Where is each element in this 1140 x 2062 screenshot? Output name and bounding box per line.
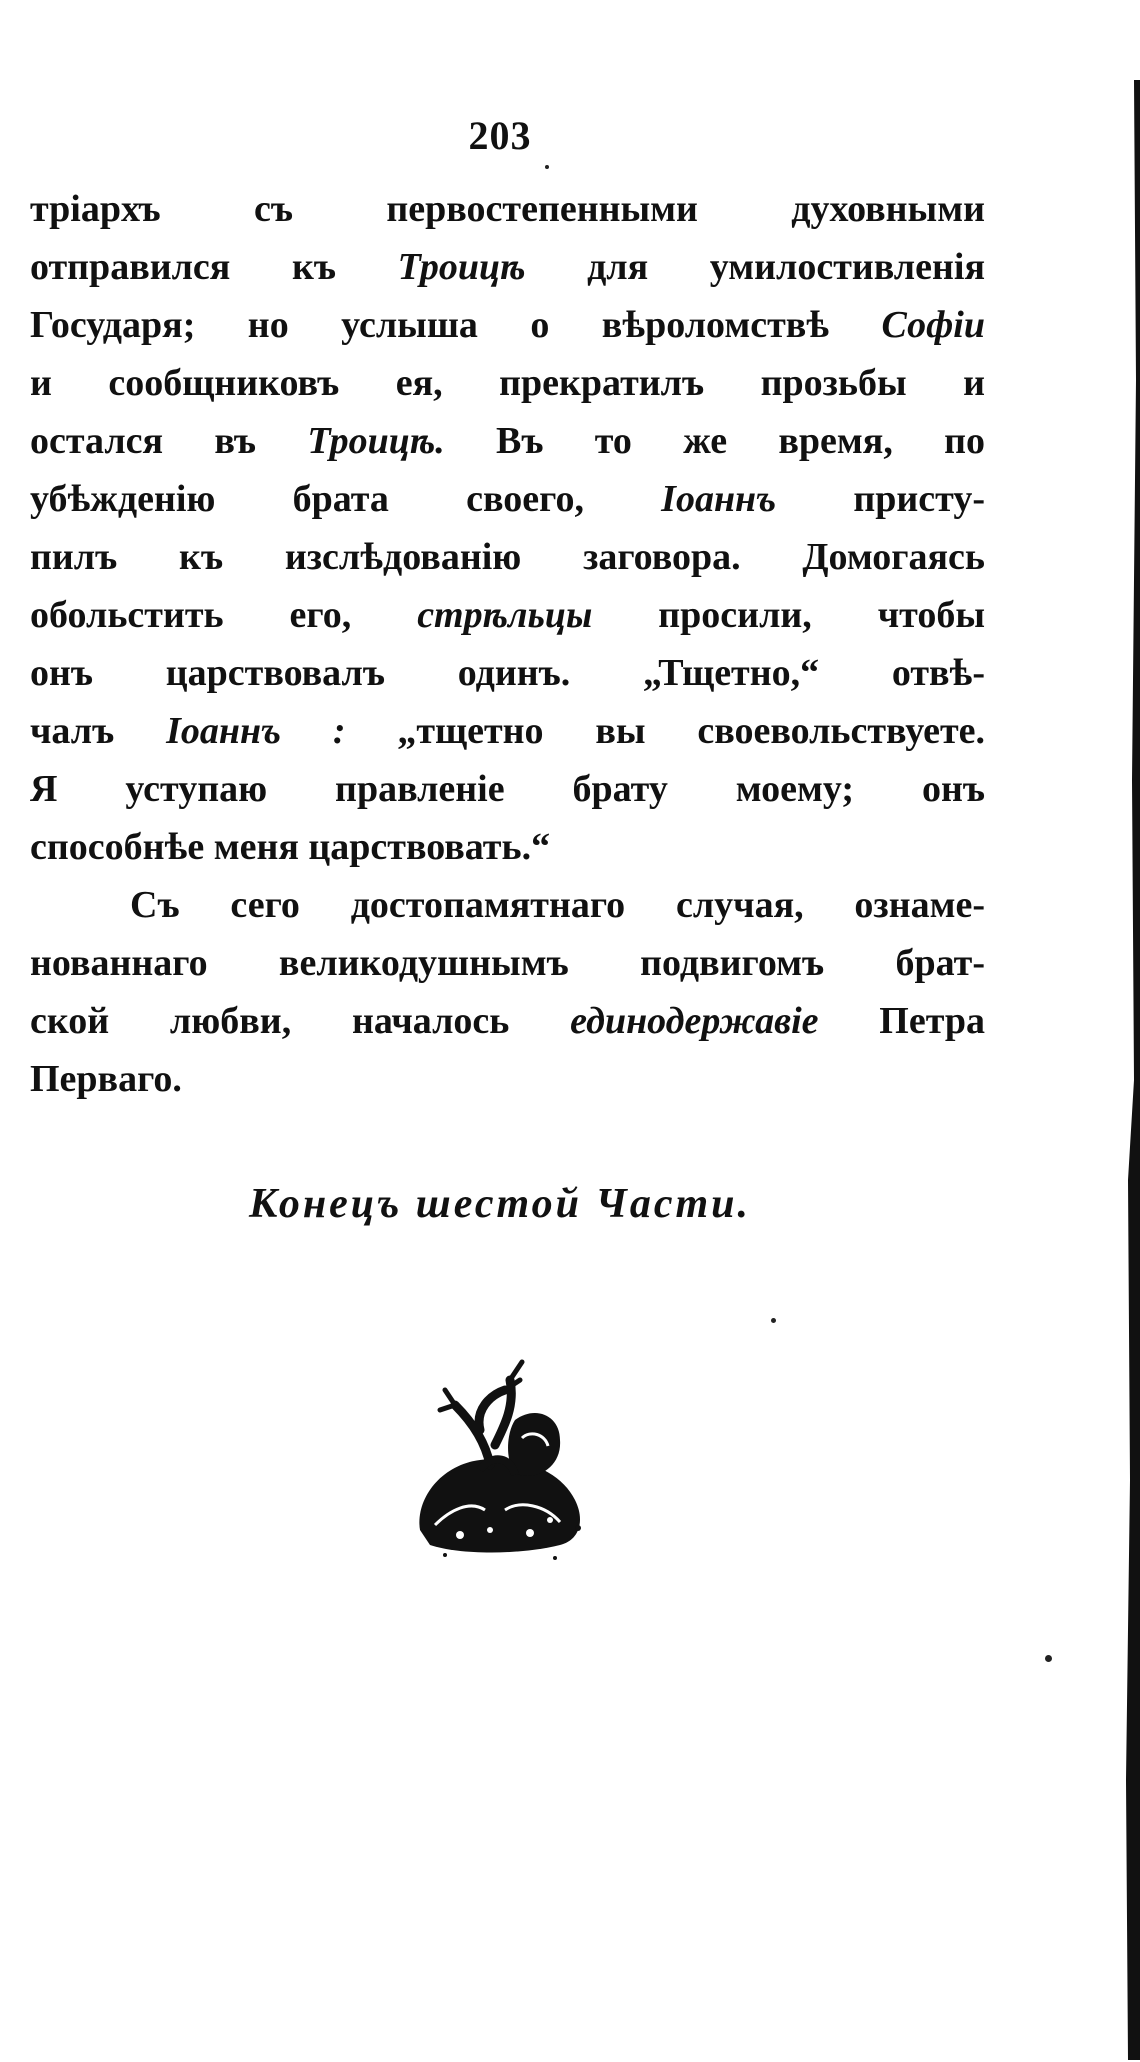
text-line: отправился къ Троицѣ для умилостивленія: [30, 246, 986, 288]
page-number: 203: [468, 113, 532, 158]
paper-speck: [771, 1318, 776, 1323]
text-line: способнѣе меня царствовать.“: [30, 826, 551, 868]
italic-name: Троицѣ: [397, 246, 526, 288]
text-line: убѣжденію брата своего, Іоаннъ присту-: [30, 478, 985, 520]
paragraph: [30, 876, 985, 1108]
italic-term: единодержавіе: [570, 1000, 819, 1042]
text-line: Я уступаю правленіе брату моему; онъ: [30, 768, 985, 810]
text-line: Перваго.: [30, 1058, 182, 1100]
tailpiece-vignette: [410, 1350, 590, 1570]
text-line: Съ сего достопамятнаго случая, ознаме-: [130, 884, 985, 926]
text-line: чалъ Іоаннъ : „тщетно вы своевольствуете.: [30, 710, 985, 752]
text-line: ской любви, началось единодержавіе Петра: [30, 1000, 985, 1042]
italic-name: Софіи: [881, 304, 985, 346]
italic-name: стрѣльцы: [417, 594, 593, 636]
italic-name: Іоаннъ: [661, 478, 777, 520]
end-of-part-title: Конецъ шестой Части.: [248, 1181, 752, 1227]
text-line: Государя; но услыша о вѣроломствѣ Софіи: [30, 304, 985, 346]
text-line: тріархъ съ первостепенными духовными: [30, 188, 985, 230]
text-line: онъ царствовалъ одинъ. „Тщетно,“ отвѣ-: [30, 652, 985, 694]
paper-speck: [1045, 1655, 1052, 1662]
text-line: остался въ Троицѣ. Въ то же время, по: [30, 420, 985, 462]
text-line: пилъ къ изслѣдованію заговора. Домогаясь: [30, 536, 985, 578]
scan-edge: [1122, 80, 1140, 2060]
text-line: и сообщниковъ ея, прекратилъ прозьбы и: [30, 362, 985, 404]
text-line: обольстить его, стрѣльцы просили, чтобы: [30, 594, 985, 636]
text-line: нованнаго великодушнымъ подвигомъ брат-: [30, 942, 985, 984]
italic-name: Троицѣ.: [307, 420, 445, 462]
paper-speck: [545, 165, 549, 169]
body-text: [30, 180, 985, 1108]
paragraph: [30, 180, 985, 876]
italic-name: Іоаннъ :: [166, 710, 346, 752]
